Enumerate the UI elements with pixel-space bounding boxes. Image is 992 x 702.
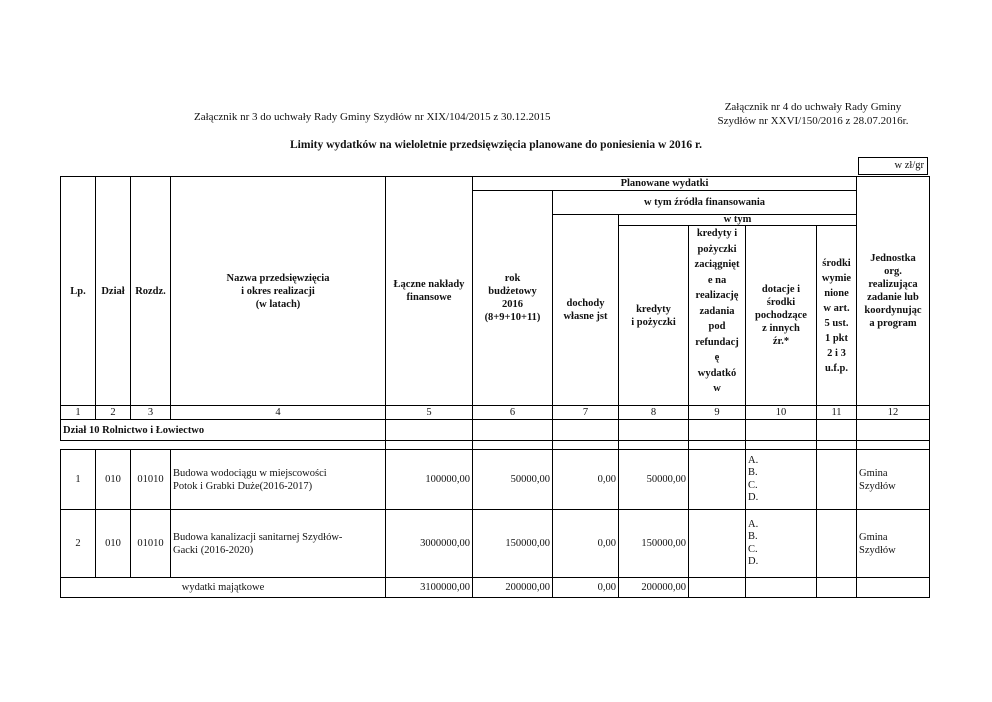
col-num-9: 9 <box>689 406 746 420</box>
col-num-1: 1 <box>61 406 96 420</box>
row1-dotacje-c: C. <box>748 479 758 491</box>
header-kref-l2: pożyczki <box>697 243 737 255</box>
attachment-3-note: Załącznik nr 3 do uchwały Rady Gminy Szydłów nr XIX/104/2015 z 30.12.2015 <box>194 111 551 123</box>
header-laczne-l2: finansowe <box>406 292 452 303</box>
total-kredyty: 200000,00 <box>619 578 689 598</box>
header-jednostka <box>857 177 930 406</box>
header-lp: Lp. <box>61 177 96 406</box>
total-label: wydatki majątkowe <box>61 578 386 598</box>
header-srodki-l7: 2 i 3 <box>827 347 846 359</box>
row2-jednostka <box>857 510 930 578</box>
attachment-4-line2: Szydłów nr XXVI/150/2016 z 28.07.2016r. <box>717 115 909 127</box>
section-label: Dział 10 Rolnictwo i Łowiectwo <box>61 420 386 441</box>
header-jednostka-l2: org. <box>884 266 902 277</box>
row2-kredyty: 150000,00 <box>619 510 689 578</box>
attachment-4-note <box>698 100 928 128</box>
header-srodki-l3: nione <box>824 287 849 299</box>
row1-nazwa <box>171 450 386 510</box>
header-jednostka-l1: Jednostka <box>870 253 916 264</box>
row2-kredyty-ref <box>689 510 746 578</box>
row1-nazwa-l2: Potok i Grabki Duże(2016-2017) <box>173 480 313 492</box>
header-kredyty-l2: i pożyczki <box>631 316 676 328</box>
row1-kredyty: 50000,00 <box>619 450 689 510</box>
row2-rozdz: 01010 <box>131 510 171 578</box>
header-laczne <box>386 177 473 406</box>
section-row <box>61 420 930 441</box>
row1-dotacje <box>746 450 817 510</box>
header-rok-l2: budżetowy <box>488 286 537 297</box>
header-w-tym: w tym <box>619 215 857 226</box>
header-kref-l6: zadania <box>699 305 735 317</box>
header-kref-l5: realizację <box>695 290 739 301</box>
header-dotacje-l1: dotacje i <box>761 284 801 295</box>
row1-dotacje-b: B. <box>748 467 758 478</box>
header-srodki <box>817 226 857 406</box>
header-srodki-l1: środki <box>822 257 851 269</box>
header-rok-l1: rok <box>504 273 521 284</box>
total-laczne: 3100000,00 <box>386 578 473 598</box>
header-srodki-l4: w art. <box>823 302 850 314</box>
header-srodki-l2: wymie <box>821 272 852 284</box>
row2-dotacje <box>746 510 817 578</box>
header-jednostka-l3: realizująca <box>868 279 918 290</box>
table-row <box>61 450 930 510</box>
col-num-10: 10 <box>746 406 817 420</box>
header-dotacje-l3: pochodzące <box>755 310 807 321</box>
header-kredyty-l1: kredyty <box>636 303 671 315</box>
header-dochody-l1: dochody <box>566 298 605 309</box>
row1-jednostka-l2: Szydłów <box>859 480 896 492</box>
total-rok: 200000,00 <box>473 578 553 598</box>
header-kref-l10: wydatkó <box>697 367 737 379</box>
header-kref-l11: w <box>713 383 721 394</box>
header-laczne-l1: Łączne nakłady <box>393 279 465 290</box>
header-srodki-l5: 5 ust. <box>824 317 849 329</box>
row1-lp: 1 <box>61 450 96 510</box>
header-dotacje-l2: środki <box>766 297 796 308</box>
row1-rozdz: 01010 <box>131 450 171 510</box>
col-num-4: 4 <box>171 406 386 420</box>
row1-jednostka <box>857 450 930 510</box>
header-kref-l9: ę <box>714 352 720 363</box>
row1-dotacje-d: D. <box>748 492 759 503</box>
header-zrodla: w tym źródła finansowania <box>553 191 857 215</box>
total-dochody: 0,00 <box>553 578 619 598</box>
header-srodki-l6: 1 pkt <box>824 332 849 344</box>
header-dotacje-l5: źr.* <box>772 336 790 347</box>
row2-dochody: 0,00 <box>553 510 619 578</box>
header-jednostka-l6: a program <box>869 318 917 329</box>
row2-dzial: 010 <box>96 510 131 578</box>
header-rok-l3: 2016 <box>502 299 523 310</box>
col-num-2: 2 <box>96 406 131 420</box>
header-kref-l3: zaciągnięt <box>694 259 740 270</box>
row2-srodki <box>817 510 857 578</box>
row2-jednostka-l1: Gmina <box>859 531 888 543</box>
row1-laczne: 100000,00 <box>386 450 473 510</box>
header-rok-l4: (8+9+10+11) <box>484 312 541 323</box>
col-num-8: 8 <box>619 406 689 420</box>
header-rok <box>473 191 553 406</box>
header-nazwa-l2: i okres realizacji <box>241 285 315 297</box>
col-num-11: 11 <box>817 406 857 420</box>
col-num-3: 3 <box>131 406 171 420</box>
header-jednostka-l5: koordynując <box>864 305 922 316</box>
header-nazwa-l3: (w latach) <box>255 298 301 310</box>
table-row <box>61 510 930 578</box>
header-kref-l4: e na <box>707 274 727 286</box>
col-num-5: 5 <box>386 406 473 420</box>
unit-label: w zł/gr <box>858 157 928 175</box>
header-kref-l8: refundacj <box>695 336 739 348</box>
expenditure-table <box>60 176 930 598</box>
col-num-6: 6 <box>473 406 553 420</box>
row2-nazwa-l1: Budowa kanalizacji sanitarnej Szydłów- <box>173 531 343 543</box>
header-srodki-l8: u.f.p. <box>824 362 849 374</box>
row1-kredyty-ref <box>689 450 746 510</box>
header-dzial: Dział <box>96 177 131 406</box>
header-jednostka-l4: zadanie lub <box>867 292 919 303</box>
header-nazwa <box>171 177 386 406</box>
row1-jednostka-l1: Gmina <box>859 467 888 479</box>
row2-dotacje-c: C. <box>748 543 758 555</box>
header-dotacje-l4: z innych <box>762 323 800 334</box>
row1-dochody: 0,00 <box>553 450 619 510</box>
total-row <box>61 578 930 598</box>
row2-nazwa <box>171 510 386 578</box>
row2-dotacje-a: A. <box>748 518 759 530</box>
header-rozdz: Rozdz. <box>131 177 171 406</box>
row2-jednostka-l2: Szydłów <box>859 544 896 556</box>
row2-nazwa-l2: Gacki (2016-2020) <box>173 544 254 556</box>
row1-dzial: 010 <box>96 450 131 510</box>
header-dotacje <box>746 226 817 406</box>
header-dochody-l2: własne jst <box>563 311 608 322</box>
header-planowane: Planowane wydatki <box>473 177 857 191</box>
row1-dotacje-a: A. <box>748 454 759 466</box>
row2-lp: 2 <box>61 510 96 578</box>
row2-dotacje-b: B. <box>748 531 758 542</box>
header-kredyty <box>619 226 689 406</box>
row1-nazwa-l1: Budowa wodociągu w miejscowości <box>173 467 327 479</box>
header-kredyty-refundacja <box>689 226 746 406</box>
row2-dotacje-d: D. <box>748 556 759 567</box>
attachment-4-line1: Załącznik nr 4 do uchwały Rady Gminy <box>724 101 902 113</box>
col-num-12: 12 <box>857 406 930 420</box>
header-nazwa-l1: Nazwa przedsięwzięcia <box>226 272 330 284</box>
column-number-row <box>61 406 930 420</box>
header-kref-l1: kredyty i <box>696 228 738 239</box>
row1-rok: 50000,00 <box>473 450 553 510</box>
row2-laczne: 3000000,00 <box>386 510 473 578</box>
row2-rok: 150000,00 <box>473 510 553 578</box>
header-dochody <box>553 215 619 406</box>
row1-srodki <box>817 450 857 510</box>
document-title: Limity wydatków na wieloletnie przedsięwzięcia planowane do poniesienia w 2016 r. <box>290 139 702 151</box>
header-kref-l7: pod <box>708 321 726 332</box>
col-num-7: 7 <box>553 406 619 420</box>
